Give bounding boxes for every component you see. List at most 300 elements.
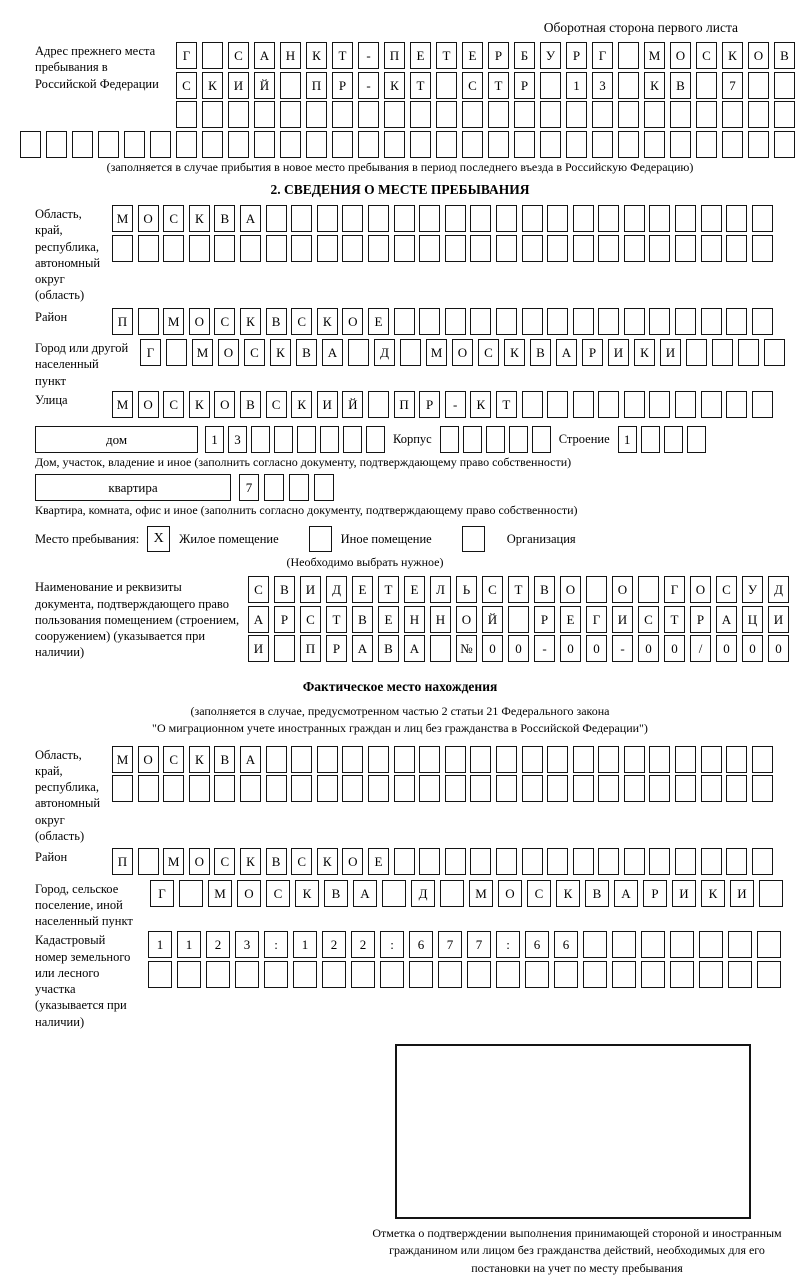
char-cell: С [244, 339, 265, 366]
char-cell: О [214, 391, 235, 418]
char-cell: И [768, 606, 789, 633]
char-cell [686, 339, 707, 366]
char-cell [274, 635, 295, 662]
char-cell: П [306, 72, 327, 99]
char-cell [748, 101, 769, 128]
char-cell [644, 101, 665, 128]
char-cell: О [342, 308, 363, 335]
other-premises-checkbox [309, 526, 332, 552]
char-cell [177, 961, 201, 988]
char-cell [322, 961, 346, 988]
city-label: Город или другой населенный пункт [35, 341, 129, 388]
char-cell [624, 848, 645, 875]
char-cell: П [112, 848, 133, 875]
char-cell: Г [150, 880, 174, 907]
apartment-cells [239, 474, 334, 501]
char-cell: Г [592, 42, 613, 69]
char-cell [202, 101, 223, 128]
char-cell: К [202, 72, 223, 99]
char-cell: В [378, 635, 399, 662]
char-cell [214, 235, 235, 262]
street-row [112, 391, 773, 418]
char-cell: В [240, 391, 261, 418]
char-cell: К [317, 848, 338, 875]
char-cell [112, 775, 133, 802]
char-cell: : [496, 931, 520, 958]
document-row-1 [248, 576, 789, 603]
char-cell [696, 101, 717, 128]
char-cell [670, 961, 694, 988]
char-cell [598, 391, 619, 418]
char-cell [675, 205, 696, 232]
actual-region-row-2 [112, 775, 773, 802]
house-line [35, 426, 800, 453]
char-cell [522, 235, 543, 262]
char-cell [368, 391, 389, 418]
char-cell [419, 746, 440, 773]
char-cell [293, 961, 317, 988]
korpus-label: Корпус [393, 432, 432, 447]
char-cell [445, 235, 466, 262]
char-cell: И [672, 880, 696, 907]
char-cell: Б [514, 42, 535, 69]
stroenie-cells [618, 426, 706, 453]
char-cell: Т [436, 42, 457, 69]
street-block [0, 391, 800, 421]
char-cell [764, 339, 785, 366]
char-cell: А [322, 339, 343, 366]
char-cell [467, 961, 491, 988]
char-cell [280, 101, 301, 128]
stay-option-organization [462, 526, 576, 552]
district-row [112, 308, 773, 335]
char-cell [470, 775, 491, 802]
char-cell [573, 391, 594, 418]
char-cell: Т [496, 391, 517, 418]
char-cell [624, 235, 645, 262]
char-cell [332, 101, 353, 128]
char-cell: 0 [638, 635, 659, 662]
char-cell [317, 235, 338, 262]
char-cell [394, 308, 415, 335]
char-cell [573, 746, 594, 773]
char-cell: К [240, 848, 261, 875]
char-cell [774, 131, 795, 158]
char-cell [675, 746, 696, 773]
char-cell [612, 961, 636, 988]
char-cell [701, 775, 722, 802]
char-cell [566, 101, 587, 128]
char-cell: А [240, 205, 261, 232]
char-cell [342, 775, 363, 802]
char-cell [722, 101, 743, 128]
char-cell [586, 576, 607, 603]
confirmation-note: Отметка о подтверждении выполнения принимающей стороной и иностранным гражданином или лицом без гражданства действий, необходимых для его постановки на учет по месту пребывания [372, 1225, 782, 1275]
prev-address-grids [176, 42, 795, 131]
char-cell: 0 [560, 635, 581, 662]
char-cell [649, 848, 670, 875]
char-cell: А [556, 339, 577, 366]
char-cell [306, 101, 327, 128]
char-cell [675, 308, 696, 335]
char-cell [641, 426, 660, 453]
char-cell: И [730, 880, 754, 907]
char-cell: М [163, 308, 184, 335]
char-cell [445, 308, 466, 335]
street-label: Улица [35, 392, 68, 407]
char-cell: 7 [722, 72, 743, 99]
char-cell: К [270, 339, 291, 366]
char-cell [547, 308, 568, 335]
char-cell [394, 746, 415, 773]
char-cell [240, 235, 261, 262]
char-cell: А [404, 635, 425, 662]
actual-region-grids [112, 746, 773, 805]
prev-address-label: Адрес прежнего места пребывания в Российской Федерации [35, 44, 159, 91]
char-cell [573, 205, 594, 232]
document-grids [248, 576, 789, 665]
char-cell: О [670, 42, 691, 69]
char-cell [696, 131, 717, 158]
char-cell: С [266, 391, 287, 418]
char-cell: И [317, 391, 338, 418]
char-cell [598, 746, 619, 773]
char-cell [675, 775, 696, 802]
char-cell: М [192, 339, 213, 366]
char-cell [728, 931, 752, 958]
char-cell [419, 848, 440, 875]
char-cell [254, 101, 275, 128]
char-cell: К [295, 880, 319, 907]
char-cell [297, 426, 316, 453]
char-cell [752, 775, 773, 802]
char-cell [675, 391, 696, 418]
char-cell: К [189, 746, 210, 773]
char-cell [291, 775, 312, 802]
char-cell [649, 746, 670, 773]
actual-note-line-1: (заполняется в случае, предусмотренном частью 2 статьи 21 Федерального закона [190, 703, 610, 718]
char-cell: Ь [456, 576, 477, 603]
char-cell: Р [643, 880, 667, 907]
city-block [0, 339, 800, 389]
char-cell [624, 775, 645, 802]
char-cell: 1 [618, 426, 637, 453]
char-cell: С [163, 746, 184, 773]
char-cell: С [527, 880, 551, 907]
stay-type-label: Место пребывания: [35, 531, 140, 546]
char-cell [400, 339, 421, 366]
char-cell: А [254, 42, 275, 69]
char-cell [410, 131, 431, 158]
char-cell [748, 72, 769, 99]
char-cell [189, 235, 210, 262]
char-cell [124, 131, 145, 158]
char-cell: И [300, 576, 321, 603]
char-cell [254, 131, 275, 158]
char-cell [306, 131, 327, 158]
char-cell [291, 205, 312, 232]
char-cell: И [228, 72, 249, 99]
char-cell [438, 961, 462, 988]
char-cell [624, 308, 645, 335]
char-cell [522, 775, 543, 802]
char-cell: М [644, 42, 665, 69]
char-cell: С [214, 848, 235, 875]
char-cell [514, 131, 535, 158]
char-cell [150, 131, 171, 158]
char-cell [179, 880, 203, 907]
char-cell: М [112, 205, 133, 232]
char-cell [726, 746, 747, 773]
char-cell [264, 474, 284, 501]
char-cell [540, 72, 561, 99]
district-block [0, 308, 800, 338]
char-cell: 0 [482, 635, 503, 662]
region-row-1 [112, 205, 773, 232]
prev-address-row-4 [20, 131, 800, 158]
region-row-2 [112, 235, 773, 262]
char-cell: И [248, 635, 269, 662]
char-cell [342, 235, 363, 262]
char-cell: Е [378, 606, 399, 633]
other-premises-label: Иное помещение [340, 531, 432, 546]
char-cell [394, 848, 415, 875]
residential-checkbox: X [147, 526, 170, 552]
char-cell: О [237, 880, 261, 907]
char-cell [752, 308, 773, 335]
char-cell: О [612, 576, 633, 603]
char-cell [748, 131, 769, 158]
char-cell: П [300, 635, 321, 662]
char-cell: Г [586, 606, 607, 633]
char-cell [496, 775, 517, 802]
char-cell: Е [560, 606, 581, 633]
char-cell [675, 235, 696, 262]
char-cell [189, 775, 210, 802]
region-block [0, 205, 800, 304]
char-cell [430, 635, 451, 662]
char-cell [699, 931, 723, 958]
char-cell [317, 746, 338, 773]
char-cell: Д [768, 576, 789, 603]
char-cell [148, 961, 172, 988]
char-cell [462, 131, 483, 158]
char-cell [228, 131, 249, 158]
char-cell: С [176, 72, 197, 99]
document-row-2 [248, 606, 789, 633]
char-cell [547, 205, 568, 232]
document-block [0, 576, 800, 665]
char-cell [342, 746, 363, 773]
char-cell [445, 746, 466, 773]
char-cell [462, 101, 483, 128]
char-cell [738, 339, 759, 366]
char-cell: - [358, 42, 379, 69]
char-cell: Й [342, 391, 363, 418]
char-cell [214, 775, 235, 802]
char-cell [649, 308, 670, 335]
char-cell [598, 308, 619, 335]
char-cell [251, 426, 270, 453]
actual-district-label: Район [35, 850, 68, 865]
char-cell: С [163, 391, 184, 418]
char-cell: Д [374, 339, 395, 366]
char-cell [701, 205, 722, 232]
char-cell: К [384, 72, 405, 99]
char-cell [235, 961, 259, 988]
char-cell: Д [326, 576, 347, 603]
char-cell: Р [488, 42, 509, 69]
char-cell [202, 131, 223, 158]
char-cell: 0 [586, 635, 607, 662]
char-cell [618, 101, 639, 128]
char-cell [266, 746, 287, 773]
char-cell [202, 42, 223, 69]
char-cell [409, 961, 433, 988]
char-cell [670, 131, 691, 158]
char-cell [701, 391, 722, 418]
char-cell [554, 961, 578, 988]
char-cell: М [426, 339, 447, 366]
char-cell [289, 474, 309, 501]
char-cell: И [612, 606, 633, 633]
char-cell [206, 961, 230, 988]
char-cell [641, 931, 665, 958]
char-cell: С [163, 205, 184, 232]
char-cell [419, 308, 440, 335]
char-cell [138, 848, 159, 875]
char-cell: К [291, 391, 312, 418]
char-cell: С [696, 42, 717, 69]
char-cell: Р [534, 606, 555, 633]
char-cell: 1 [148, 931, 172, 958]
char-cell [547, 746, 568, 773]
char-cell [566, 131, 587, 158]
char-cell [176, 101, 197, 128]
char-cell: М [469, 880, 493, 907]
char-cell [496, 961, 520, 988]
char-cell: Р [514, 72, 535, 99]
char-cell: 6 [409, 931, 433, 958]
char-cell [649, 391, 670, 418]
char-cell: П [112, 308, 133, 335]
page-side-note: Оборотная сторона первого листа [543, 20, 738, 35]
actual-region-label: Область, край, республика, автономный округ (область) [35, 747, 101, 843]
char-cell [722, 131, 743, 158]
char-cell: 2 [206, 931, 230, 958]
document-label: Наименование и реквизиты документа, подтверждающего право пользования помещением (строением, сооружением) (указывается при наличии) [35, 580, 240, 660]
char-cell: О [560, 576, 581, 603]
char-cell [368, 235, 389, 262]
char-cell [701, 235, 722, 262]
char-cell [394, 775, 415, 802]
char-cell: А [240, 746, 261, 773]
char-cell: Е [368, 848, 389, 875]
char-cell: К [240, 308, 261, 335]
char-cell [266, 235, 287, 262]
char-cell: Е [410, 42, 431, 69]
char-cell: М [112, 391, 133, 418]
char-cell [573, 775, 594, 802]
char-cell: 3 [228, 426, 247, 453]
char-cell [445, 848, 466, 875]
char-cell: О [748, 42, 769, 69]
char-cell: 7 [438, 931, 462, 958]
char-cell [72, 131, 93, 158]
char-cell: И [660, 339, 681, 366]
stay-option-other [309, 526, 432, 552]
char-cell [368, 775, 389, 802]
char-cell: - [358, 72, 379, 99]
char-cell: Н [280, 42, 301, 69]
char-cell [470, 235, 491, 262]
organization-checkbox [462, 526, 485, 552]
prev-address-note: (заполняется в случае прибытия в новое место пребывания в период последнего въезда в Российскую Федерацию) [106, 160, 694, 174]
prev-address-block [0, 42, 800, 131]
char-cell [641, 961, 665, 988]
char-cell [752, 746, 773, 773]
char-cell [547, 235, 568, 262]
char-cell: А [716, 606, 737, 633]
char-cell [726, 848, 747, 875]
char-cell [696, 72, 717, 99]
stay-option-residential [147, 526, 278, 552]
char-cell [317, 205, 338, 232]
char-cell: 0 [742, 635, 763, 662]
district-label: Район [35, 309, 68, 324]
char-cell: К [189, 205, 210, 232]
char-cell [514, 101, 535, 128]
prev-address-row-2 [176, 72, 795, 99]
char-cell: Г [664, 576, 685, 603]
char-cell [486, 426, 505, 453]
char-cell [138, 775, 159, 802]
apartment-line [35, 474, 800, 501]
house-note: Дом, участок, владение и иное (заполнить согласно документу, подтверждающему право собственности) [35, 455, 572, 470]
char-cell: О [138, 391, 159, 418]
korpus-cells [440, 426, 551, 453]
char-cell: Е [462, 42, 483, 69]
char-cell [496, 235, 517, 262]
char-cell [98, 131, 119, 158]
char-cell: К [722, 42, 743, 69]
char-cell [291, 235, 312, 262]
char-cell: Т [664, 606, 685, 633]
char-cell: 1 [177, 931, 201, 958]
region-label: Область, край, республика, автономный округ (область) [35, 207, 101, 303]
char-cell [440, 426, 459, 453]
char-cell: С [300, 606, 321, 633]
char-cell: В [214, 746, 235, 773]
char-cell: С [482, 576, 503, 603]
char-cell [522, 848, 543, 875]
char-cell: 0 [716, 635, 737, 662]
char-cell [138, 308, 159, 335]
actual-district-block [0, 848, 800, 878]
apartment-note: Квартира, комната, офис и иное (заполнить согласно документу, подтверждающему право собственности) [35, 503, 578, 518]
char-cell [701, 308, 722, 335]
apartment-fieldbox: квартира [35, 474, 231, 501]
char-cell: С [266, 880, 290, 907]
char-cell: Р [690, 606, 711, 633]
char-cell [46, 131, 67, 158]
cadastral-label: Кадастровый номер земельного или лесного участка (указывается при наличии) [35, 933, 131, 1029]
char-cell [598, 205, 619, 232]
char-cell [670, 101, 691, 128]
cadastral-grids [148, 931, 781, 990]
char-cell [592, 101, 613, 128]
char-cell [410, 101, 431, 128]
